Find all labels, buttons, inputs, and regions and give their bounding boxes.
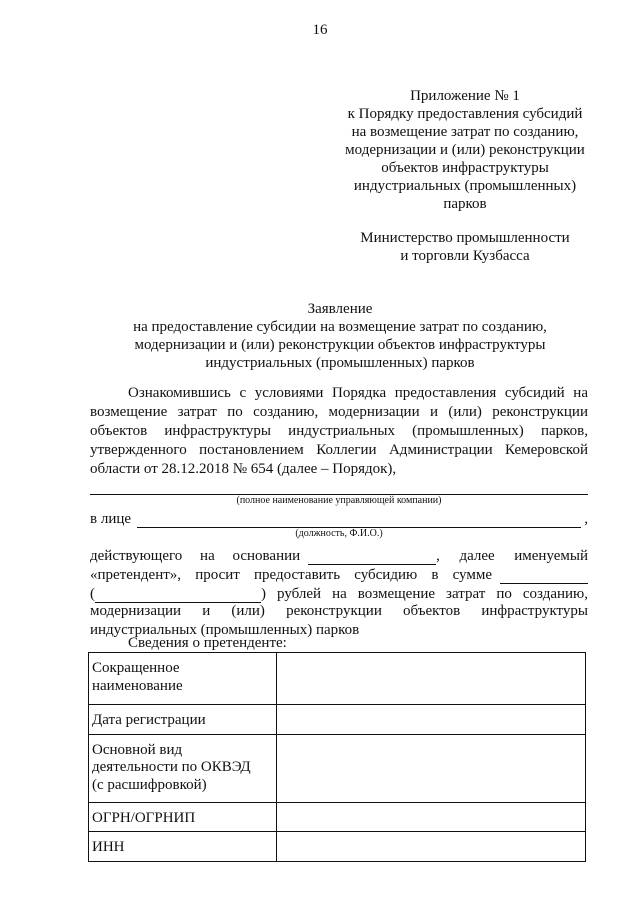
row-label-line: ОГРН/ОГРНИП: [92, 809, 196, 826]
row-label-line: Сокращенное: [92, 660, 180, 676]
row-label-line: (с расшифровкой): [92, 776, 207, 793]
row-label-line: наименование: [92, 677, 183, 694]
title-line: модернизации и (или) реконструкции объектов инфраструктуры: [134, 337, 546, 353]
purpose-last-line: индустриальных (промышленных) парков: [90, 622, 360, 638]
in-person-row: [90, 509, 588, 528]
title-heading: Заявление: [307, 301, 373, 317]
intro-line: возмещение затрат по созданию, модернизации и (или) реконструкции: [90, 404, 588, 420]
ogrn-value[interactable]: [277, 802, 586, 832]
page-number: 16: [312, 22, 328, 38]
company-name-caption: (полное наименование управляющей компании): [236, 495, 442, 506]
amount-digits-field[interactable]: [500, 570, 588, 584]
pretender-text: «претендент», просит предоставить субсидию в сумме: [90, 566, 492, 583]
table-row: [89, 802, 586, 832]
purpose-line: модернизации и (или) реконструкции объектов инфраструктуры: [90, 603, 588, 619]
amount-words-field[interactable]: [95, 589, 261, 603]
table-row: [89, 705, 586, 735]
pretender-row: [90, 565, 588, 584]
table-row: [89, 653, 586, 705]
addressee-line: Министерство промышленности: [360, 230, 570, 246]
appendix-line: на возмещение затрат по созданию,: [351, 124, 579, 140]
row-label-line: Дата регистрации: [92, 712, 206, 728]
row-label: [89, 705, 277, 735]
intro-line: утвержденного постановлением Коллегии Администрации Кемеровской: [90, 442, 588, 458]
table-row: [89, 832, 586, 862]
position-caption: (должность, Ф.И.О.): [295, 528, 383, 539]
row-label-line: Основной вид: [92, 741, 183, 758]
okved-value[interactable]: [277, 734, 586, 802]
appendix-line: модернизации и (или) реконструкции: [345, 142, 585, 158]
appendix-line: объектов инфраструктуры: [381, 160, 549, 176]
appendix-line: парков: [443, 196, 487, 212]
inn-value[interactable]: [277, 832, 586, 862]
company-name-field[interactable]: [90, 482, 588, 495]
intro-line: Ознакомившись с условиями Порядка предоставления субсидий на: [128, 385, 588, 401]
appendix-line: Приложение № 1: [410, 88, 520, 104]
row-label-line: деятельности по ОКВЭД: [92, 759, 251, 775]
intro-line: области от 28.12.2018 № 654 (далее – Порядок),: [90, 461, 397, 477]
amount-open-paren: (: [90, 585, 95, 602]
row-label: [89, 832, 277, 862]
addressee: [340, 230, 590, 266]
table-row: [89, 734, 586, 802]
amount-close-text: ) рублей на возмещение затрат по созданию,: [261, 585, 588, 602]
registration-date-value[interactable]: [277, 705, 586, 735]
representative-field[interactable]: [137, 514, 581, 528]
basis-end-text: , далее именуемый: [436, 547, 588, 564]
appendix-line: индустриальных (промышленных): [353, 178, 577, 194]
appendix-note: [340, 88, 590, 214]
addressee-line: и торговли Кузбасса: [400, 248, 530, 264]
basis-start-text: действующего на основании: [90, 547, 301, 564]
section-label: Сведения о претенденте:: [128, 635, 287, 651]
document-title: [90, 301, 590, 373]
intro-line: объектов инфраструктуры индустриальных (промышленных) парков,: [90, 423, 588, 439]
basis-field[interactable]: [308, 551, 436, 565]
in-person-comma: ,: [584, 510, 588, 527]
title-line: индустриальных (промышленных) парков: [205, 355, 475, 371]
short-name-value[interactable]: [277, 653, 586, 705]
row-label: [89, 734, 277, 802]
amount-words-row: [90, 584, 588, 603]
title-line: на предоставление субсидии на возмещение затрат по созданию,: [133, 319, 547, 335]
row-label-line: ИНН: [92, 839, 125, 855]
appendix-line: к Порядку предоставления субсидий: [347, 106, 583, 122]
basis-row: [90, 546, 588, 565]
intro-paragraph: [90, 385, 588, 641]
row-label: [89, 653, 277, 705]
pretender-info-table: [88, 652, 586, 862]
in-person-label: в лице: [90, 510, 132, 527]
row-label: [89, 802, 277, 832]
